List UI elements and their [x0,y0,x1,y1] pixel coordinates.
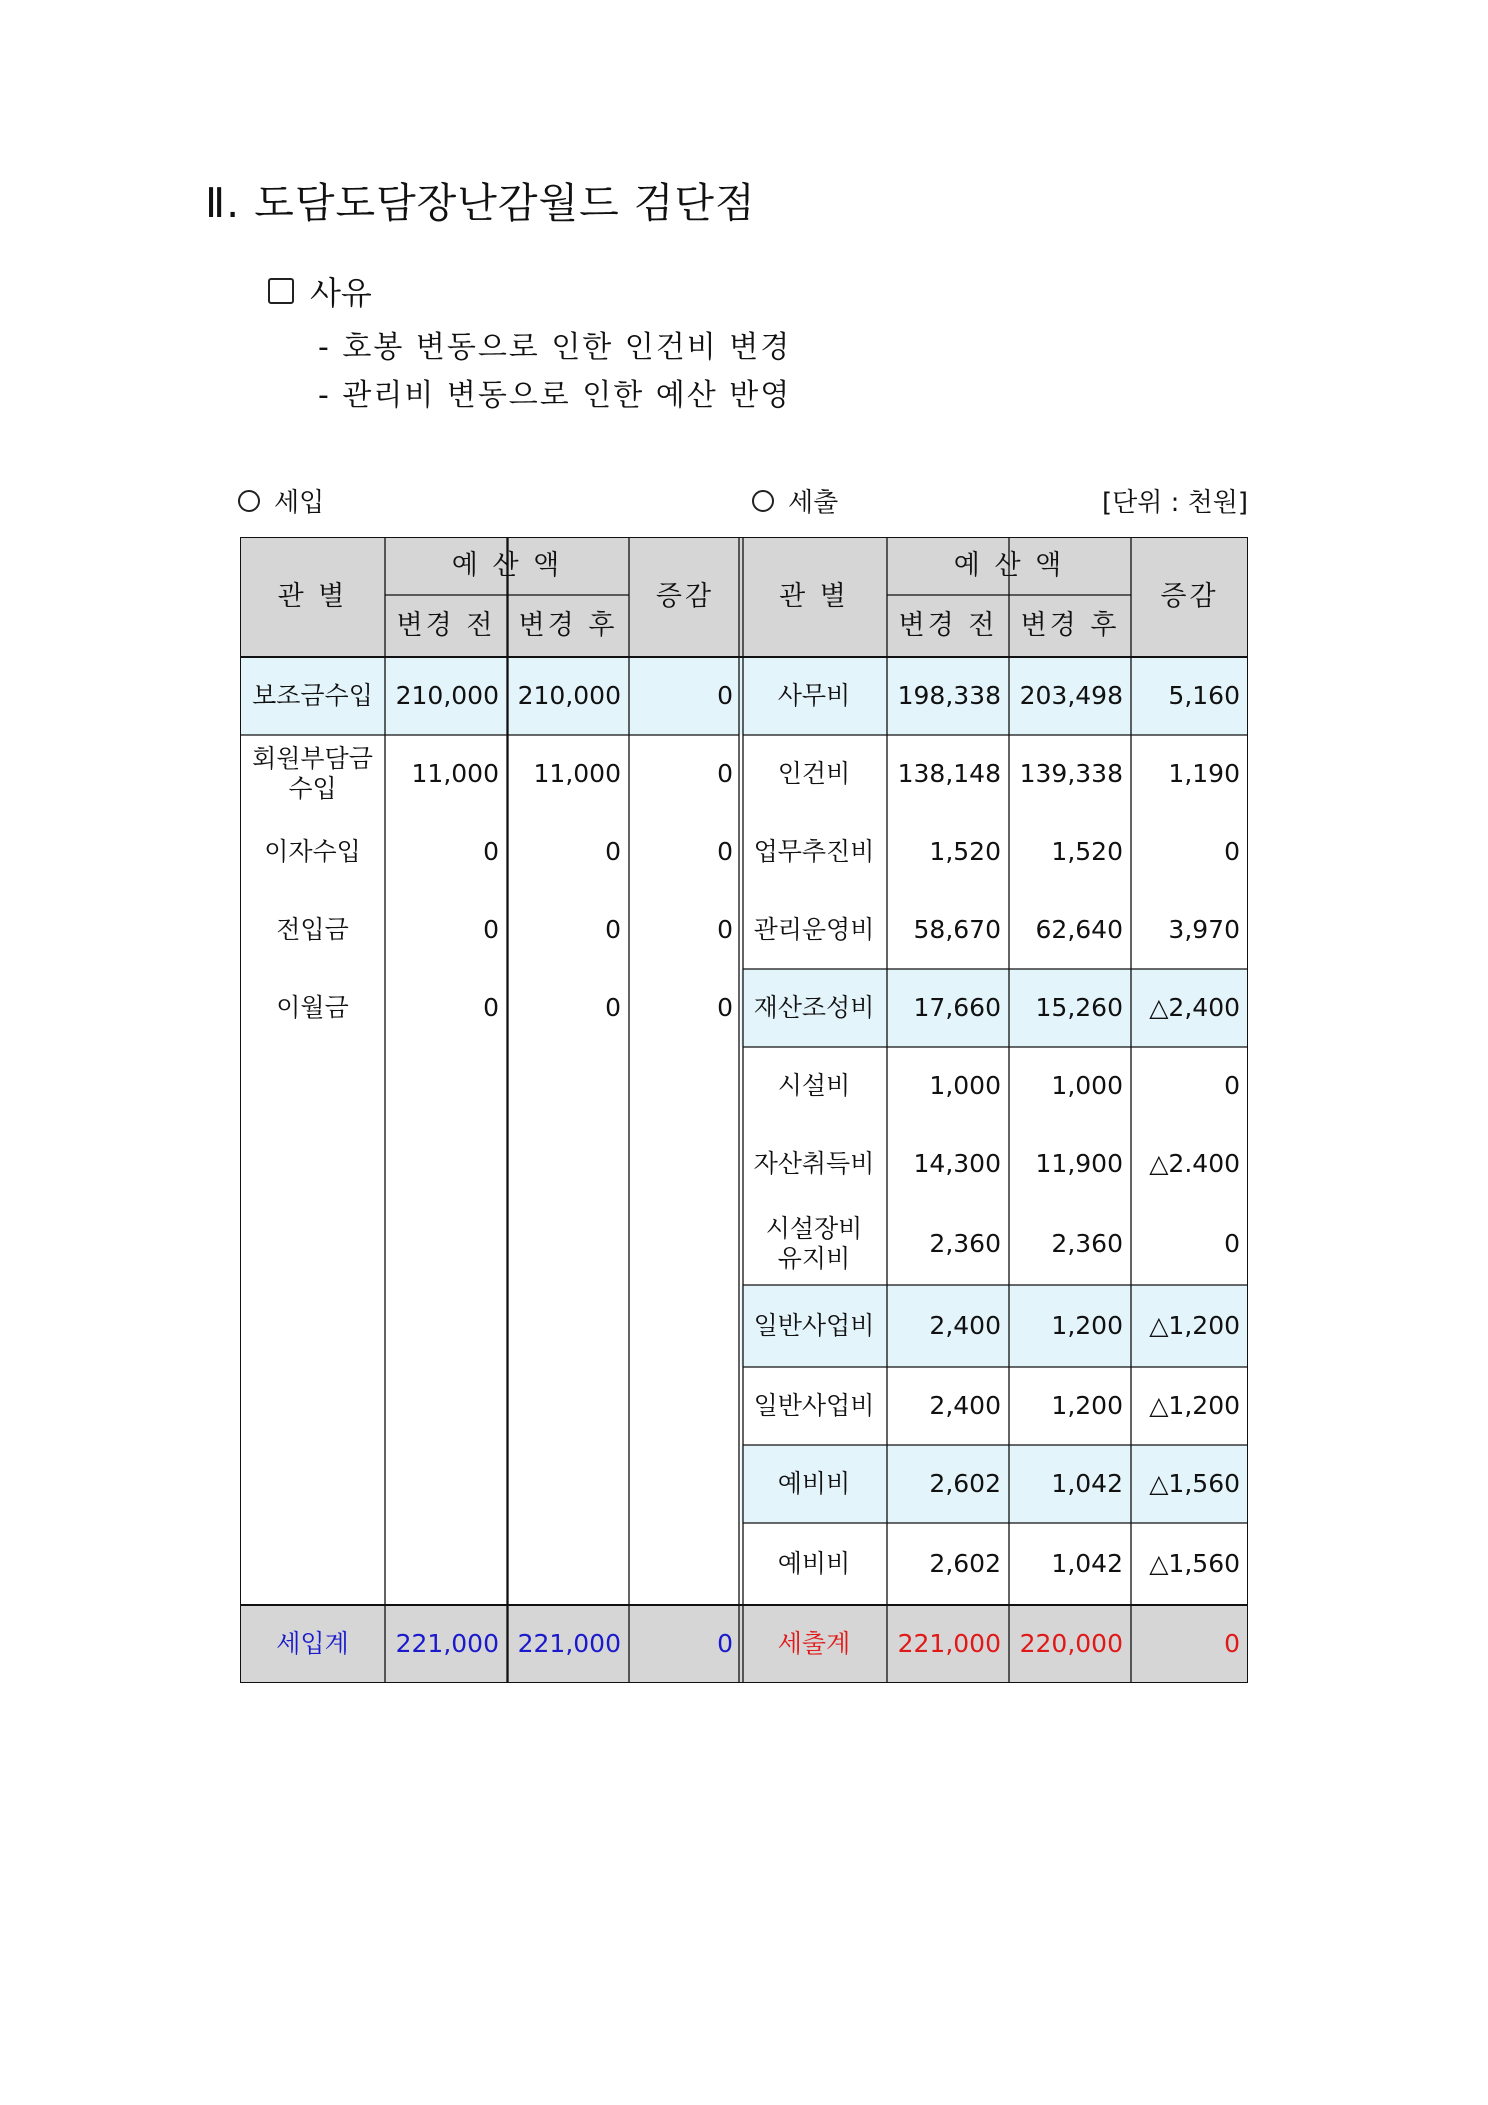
expense-after-header: 변경 후 [1009,595,1131,657]
income-row-category: 보조금수입 [240,657,385,735]
expense-row-category: 업무추진비 [753,837,875,866]
expense-row-after: 1,042 [1051,1549,1123,1578]
income-row-change: 0 [717,915,733,944]
unit-note: [단위 : 천원] [1101,488,1248,518]
expense-row-category: 자산취득비 [753,1149,875,1178]
income-before-header: 변경 전 [385,595,507,657]
expense-row-category: 관리운영비 [753,915,875,944]
income-row-category: 이자수입 [264,837,361,866]
expense-row-change: 0 [1224,837,1240,866]
income-section-label [238,482,324,519]
expense-row-category: 재산조성비 [741,969,887,1047]
expense-section-label [752,482,838,519]
expense-row-category: 일반사업비 [741,1285,887,1367]
expense-row-change: 0 [1224,1071,1240,1100]
budget-table [240,537,1248,1683]
expense-row-before: 2,400 [929,1391,1001,1420]
income-row-after: 0 [605,837,621,866]
income-category-header: 관 별 [240,537,385,657]
income-total-change: 0 [629,1605,741,1683]
reason-heading [268,268,372,314]
income-row-category: 회원부담금수입 [252,744,373,803]
expense-row-category: 인건비 [777,759,851,788]
reason-line-2: - 관리비 변동으로 인한 예산 반영 [318,378,792,413]
income-total-before: 221,000 [385,1605,507,1683]
expense-row-before: 1,520 [929,837,1001,866]
expense-row-after: 11,900 [1035,1149,1123,1178]
expense-row-category: 일반사업비 [753,1391,875,1420]
income-label: 세입 [274,488,325,518]
expense-row-before: 14,300 [913,1149,1001,1178]
expense-row-category: 예비비 [741,1445,887,1523]
expense-row-category: 사무비 [741,657,887,735]
expense-row-after: 2,360 [1051,1229,1123,1258]
expense-row-after: 139,338 [1019,759,1123,788]
expense-row-before: 2,602 [887,1445,1009,1523]
expense-row-after: 1,200 [1051,1391,1123,1420]
expense-before-header: 변경 전 [887,595,1009,657]
expense-row-after: 1,042 [1009,1445,1131,1523]
expense-row-change: 1,190 [1168,759,1240,788]
expense-row-change: △2,400 [1131,969,1248,1047]
expense-row-before: 58,670 [913,915,1001,944]
income-row-after: 11,000 [533,759,621,788]
expense-row-category: 시설비 [777,1071,851,1100]
circle-bullet-icon [238,490,260,512]
expense-total-before: 221,000 [887,1605,1009,1683]
income-row-change: 0 [717,759,733,788]
expense-row-change: 0 [1224,1229,1240,1258]
expense-row-before: 2,360 [929,1229,1001,1258]
expense-row-before: 2,400 [887,1285,1009,1367]
income-budget-header: 예 산 액 [385,537,629,595]
income-row-change: 0 [717,993,733,1022]
expense-row-after: 15,260 [1009,969,1131,1047]
reason-line-1: - 호봉 변동으로 인한 인건비 변경 [318,330,792,365]
expense-row-change: △1,200 [1131,1285,1248,1367]
expense-total-after: 220,000 [1009,1605,1131,1683]
expense-total-change: 0 [1131,1605,1248,1683]
income-total-after: 221,000 [507,1605,629,1683]
expense-row-category: 예비비 [777,1549,851,1578]
income-row-after: 0 [605,915,621,944]
expense-change-header: 증감 [1131,537,1248,657]
circle-bullet-icon [752,490,774,512]
expense-row-change: △1,560 [1149,1549,1240,1578]
expense-row-after: 1,200 [1009,1285,1131,1367]
expense-row-before: 2,602 [929,1549,1001,1578]
expense-row-change: △1,200 [1149,1391,1240,1420]
expense-total-label: 세출계 [741,1605,887,1683]
expense-row-change: △2.400 [1149,1149,1240,1178]
expense-row-before: 198,338 [887,657,1009,735]
income-row-before: 0 [483,915,499,944]
income-after-header: 변경 후 [507,595,629,657]
income-row-before: 0 [483,993,499,1022]
reason-heading-label: 사유 [310,274,372,312]
table-grid-lines [240,537,1248,1683]
expense-row-change: 3,970 [1168,915,1240,944]
income-row-before: 210,000 [385,657,507,735]
expense-row-after: 62,640 [1035,915,1123,944]
income-row-change: 0 [629,657,741,735]
checkbox-icon [268,278,294,304]
expense-row-before: 1,000 [929,1071,1001,1100]
income-row-before: 0 [483,837,499,866]
expense-row-change: 5,160 [1131,657,1248,735]
income-row-category: 전입금 [276,915,349,944]
income-row-category: 이월금 [276,993,349,1022]
expense-row-before: 17,660 [887,969,1009,1047]
expense-row-change: △1,560 [1131,1445,1248,1523]
income-row-change: 0 [717,837,733,866]
income-change-header: 증감 [629,537,741,657]
expense-category-header: 관 별 [741,537,887,657]
expense-row-category: 시설장비 유지비 [765,1214,863,1273]
income-row-after: 0 [605,993,621,1022]
expense-row-after: 1,000 [1051,1071,1123,1100]
income-row-after: 210,000 [507,657,629,735]
income-total-label: 세입계 [240,1605,385,1683]
expense-row-after: 203,498 [1009,657,1131,735]
expense-row-after: 1,520 [1051,837,1123,866]
expense-label: 세출 [788,488,839,518]
expense-row-before: 138,148 [897,759,1001,788]
expense-budget-header: 예 산 액 [887,537,1131,595]
page-title: Ⅱ. 도담도담장난감월드 검단점 [205,179,756,227]
income-row-before: 11,000 [411,759,499,788]
